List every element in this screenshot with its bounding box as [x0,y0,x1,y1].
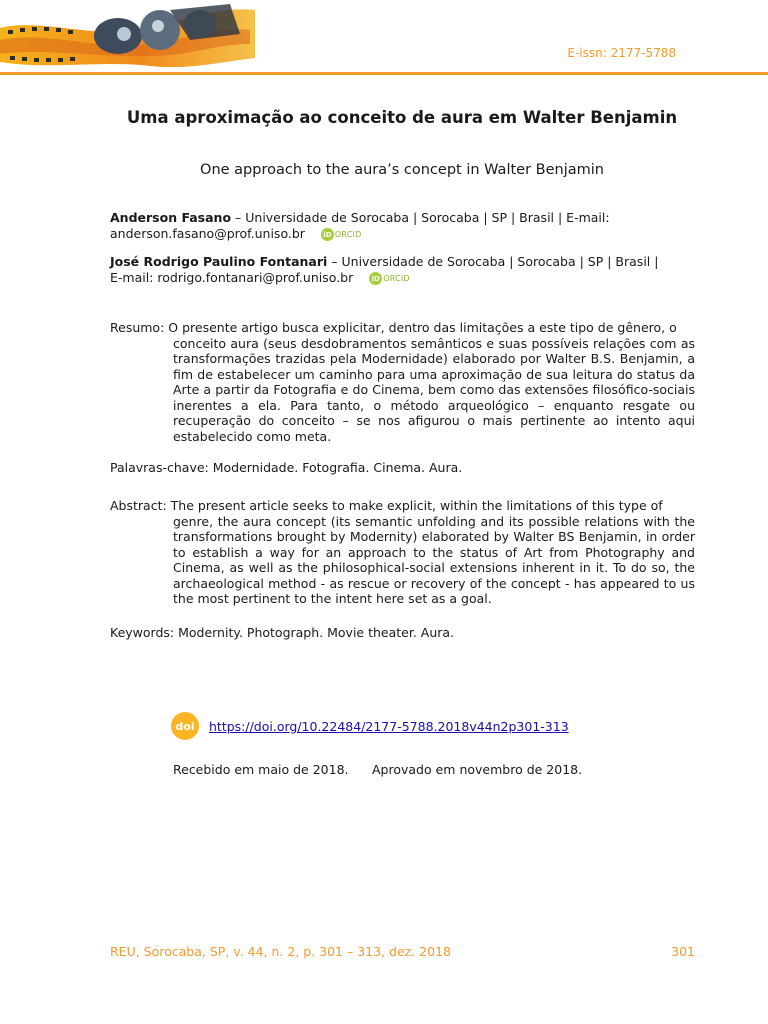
submission-dates [173,762,583,777]
doi-icon: doi [171,712,199,740]
eissn-label: E-issn: 2177-5788 [567,46,676,60]
approved-date: Aprovado em novembro de 2018. [372,762,583,777]
journal-banner-image [0,0,260,76]
orcid-link[interactable]: iD ORCID [321,227,362,243]
author-name: Anderson Fasano [110,210,232,225]
author-email: E-mail: rodrigo.fontanari@prof.uniso.br [110,270,354,285]
author-block-2 [110,254,695,287]
orcid-icon: iD [321,228,334,241]
author-email: anderson.fasano@prof.uniso.br [110,226,305,241]
article-title: Uma aproximação ao conceito de aura em Walter Benjamin [126,108,678,127]
doi-row [171,712,569,740]
abstract-first-line: The present article seeks to make explicit, within the limitations of this type of [170,498,663,513]
page-number: 301 [671,944,695,959]
author-block-1 [110,210,695,243]
abstract-body: genre, the aura concept (its semantic unfolding and its possible relations with the transformations brought by Modernity) elaborated by Walter BS Benjamin, in order to establish a way for an approach to the status of Art from Photography and Cinema, as well as the philosophical-social extensions inherent in it. To do so, the archaeological method - as rescue or recovery of the concept - has appeared to us the most pertinent to the intent here set as a goal. [173,513,695,606]
abstract-label: Abstract: [110,498,171,513]
author-affiliation: – Universidade de Sorocaba | Sorocaba | SP | Brasil | E-mail: [231,210,610,225]
palavras-chave: Palavras-chave: Modernidade. Fotografia. Cinema. Aura. [110,460,463,475]
orcid-icon: iD [369,272,382,285]
resumo-body: conceito aura (seus desdobramentos semânticos e suas possíveis relações com as transformações trazidas pela Modernidade) elaborado por Walter B.S. Benjamin, a fim de estabelecer um caminho para uma aproximação de sua leitura do status da Arte a partir da Fotografia e do Cinema, bem como das extensões filosófico-sociais inerentes a ela. Para tanto, o método arqueológico – enquanto resgate ou recuperação do conceito – se nos afigurou o mais pertinente ao intento aqui estabelecido como meta. [173,335,695,444]
keywords: Keywords: Modernity. Photograph. Movie theater. Aura. [110,625,455,640]
received-date: Recebido em maio de 2018. [173,762,349,777]
doi-link[interactable]: https://doi.org/10.22484/2177-5788.2018v44n2p301-313 [209,718,569,734]
orcid-link[interactable]: iD ORCID [369,271,410,287]
resumo-label: Resumo: [110,320,169,335]
page-footer [110,944,695,959]
resumo-first-line: O presente artigo busca explicitar, dentro das limitações a este tipo de gênero, o [168,320,677,335]
footer-citation: REU, Sorocaba, SP, v. 44, n. 2, p. 301 – 313, dez. 2018 [110,944,451,959]
resumo-section [110,320,695,444]
author-name: José Rodrigo Paulino Fontanari [110,254,328,269]
article-subtitle: One approach to the aura’s concept in Walter Benjamin [200,162,604,178]
header-rule [0,72,768,75]
abstract-section [110,498,695,607]
author-affiliation: – Universidade de Sorocaba | Sorocaba | SP | Brasil | [327,254,659,269]
